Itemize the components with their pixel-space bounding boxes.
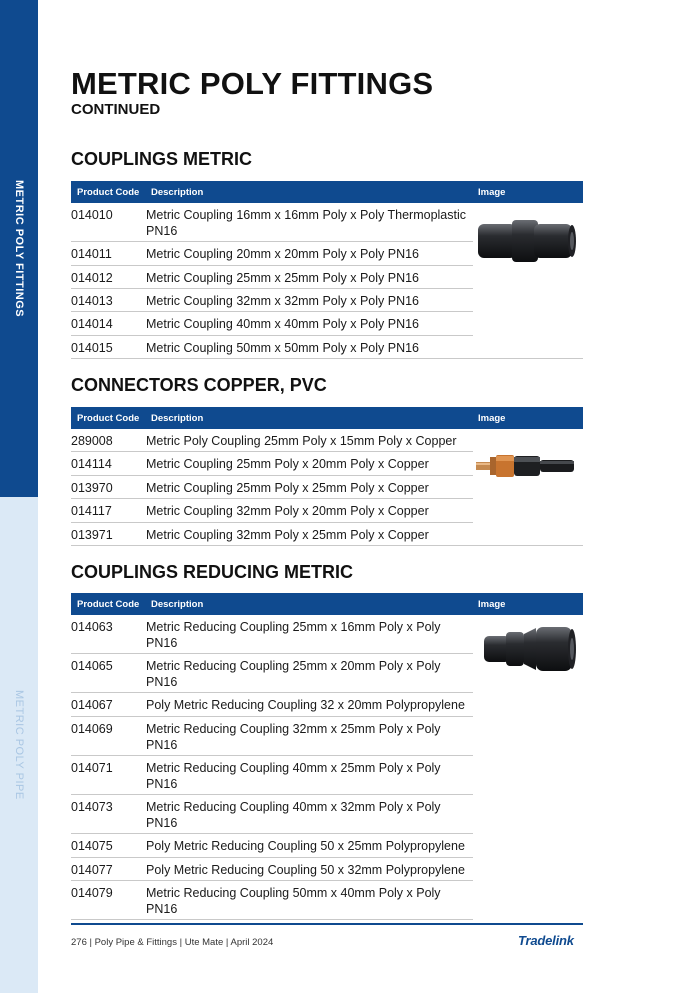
header-image: Image bbox=[478, 599, 506, 610]
table-row bbox=[71, 795, 473, 834]
product-code: 013970 bbox=[71, 480, 113, 495]
coupling-fitting-image bbox=[472, 212, 578, 275]
table-row bbox=[71, 881, 473, 920]
table-header bbox=[71, 181, 583, 203]
table-row bbox=[71, 756, 473, 795]
header-image: Image bbox=[478, 187, 506, 198]
product-code: 014077 bbox=[71, 862, 113, 877]
header-product-code: Product Code bbox=[77, 599, 140, 610]
table-row bbox=[71, 654, 473, 693]
table-row bbox=[71, 499, 473, 522]
table-row bbox=[71, 523, 473, 546]
product-description: Metric Reducing Coupling 50mm x 40mm Poly x Poly PN16 bbox=[146, 886, 441, 917]
table-header bbox=[71, 407, 583, 429]
product-code: 014013 bbox=[71, 293, 113, 308]
product-description: Metric Coupling 25mm Poly x 25mm Poly x Copper bbox=[146, 480, 429, 495]
product-description: Metric Coupling 50mm x 50mm Poly x Poly PN16 bbox=[146, 340, 420, 355]
table-divider bbox=[473, 545, 583, 546]
footer-text: 276 | Poly Pipe & Fittings | Ute Mate | April 2024 bbox=[71, 937, 274, 948]
table-row bbox=[71, 312, 473, 335]
tradelink-logo: Tradelink bbox=[518, 933, 574, 948]
page-title: METRIC POLY FITTINGS bbox=[71, 66, 434, 101]
table-row bbox=[71, 242, 473, 265]
table-row bbox=[71, 693, 473, 716]
product-code: 014012 bbox=[71, 270, 113, 285]
product-code: 014114 bbox=[71, 457, 112, 472]
product-description: Metric Reducing Coupling 40mm x 32mm Poly x Poly PN16 bbox=[146, 800, 441, 831]
product-description: Metric Reducing Coupling 25mm x 16mm Poly x Poly PN16 bbox=[146, 620, 441, 650]
section-title-connectors-copper-pvc: CONNECTORS COPPER, PVC bbox=[71, 375, 327, 395]
product-code: 014069 bbox=[71, 721, 113, 736]
header-image: Image bbox=[478, 413, 506, 424]
product-code: 014071 bbox=[71, 760, 113, 775]
table-row bbox=[71, 476, 473, 499]
table-row bbox=[71, 336, 473, 359]
product-code: 013971 bbox=[71, 527, 113, 542]
table-row bbox=[71, 203, 473, 242]
product-description: Poly Metric Reducing Coupling 50 x 32mm Polypropylene bbox=[146, 862, 465, 877]
header-description: Description bbox=[151, 599, 204, 610]
table-row bbox=[71, 452, 473, 475]
product-code: 014063 bbox=[71, 620, 113, 634]
product-description: Metric Coupling 32mm Poly x 20mm Poly x Copper bbox=[146, 504, 429, 519]
product-description: Metric Reducing Coupling 32mm x 25mm Poly x Poly PN16 bbox=[146, 721, 441, 752]
footer-divider bbox=[71, 923, 583, 925]
product-code: 014079 bbox=[71, 886, 113, 901]
reducing-coupling-image bbox=[474, 624, 580, 679]
product-code: 014011 bbox=[71, 247, 112, 262]
product-description: Metric Coupling 25mm x 25mm Poly x Poly PN16 bbox=[146, 270, 420, 285]
product-description: Metric Poly Coupling 25mm Poly x 15mm Poly x Copper bbox=[146, 434, 457, 448]
product-description: Metric Reducing Coupling 25mm x 20mm Poly x Poly PN16 bbox=[146, 659, 441, 690]
table-row bbox=[71, 429, 473, 452]
product-description: Metric Coupling 20mm x 20mm Poly x Poly PN16 bbox=[146, 247, 420, 262]
header-product-code: Product Code bbox=[77, 187, 140, 198]
product-code: 014117 bbox=[71, 504, 112, 519]
product-code: 014067 bbox=[71, 698, 113, 713]
product-code: 289008 bbox=[71, 434, 113, 448]
product-code: 014065 bbox=[71, 659, 113, 674]
product-code: 014075 bbox=[71, 839, 113, 854]
product-code: 014014 bbox=[71, 317, 113, 332]
product-description: Metric Coupling 32mm x 32mm Poly x Poly PN16 bbox=[146, 293, 420, 308]
table-row bbox=[71, 717, 473, 756]
table-row bbox=[71, 615, 473, 654]
product-code: 014010 bbox=[71, 208, 113, 222]
header-product-code: Product Code bbox=[77, 413, 140, 424]
copper-connector-image bbox=[476, 452, 578, 485]
header-description: Description bbox=[151, 413, 204, 424]
product-description: Metric Coupling 16mm x 16mm Poly x Poly Thermoplastic PN16 bbox=[146, 208, 467, 238]
product-code: 014015 bbox=[71, 340, 113, 355]
table-row bbox=[71, 289, 473, 312]
product-description: Metric Coupling 32mm Poly x 25mm Poly x Copper bbox=[146, 527, 429, 542]
product-description: Metric Coupling 25mm Poly x 20mm Poly x Copper bbox=[146, 457, 429, 472]
sidebar-label-metric-poly-pipe: METRIC POLY PIPE bbox=[13, 690, 25, 800]
table-divider bbox=[473, 358, 583, 359]
section-title-couplings-reducing-metric: COUPLINGS REDUCING METRIC bbox=[71, 562, 354, 582]
table-row bbox=[71, 834, 473, 857]
page-subtitle: CONTINUED bbox=[71, 101, 161, 118]
section-title-couplings-metric: COUPLINGS METRIC bbox=[71, 149, 253, 169]
product-description: Poly Metric Reducing Coupling 50 x 25mm Polypropylene bbox=[146, 839, 465, 854]
table-header bbox=[71, 593, 583, 615]
header-description: Description bbox=[151, 187, 204, 198]
product-description: Metric Reducing Coupling 40mm x 25mm Poly x Poly PN16 bbox=[146, 760, 441, 791]
product-description: Poly Metric Reducing Coupling 32 x 20mm Polypropylene bbox=[146, 698, 465, 713]
table-row bbox=[71, 266, 473, 289]
sidebar-label-metric-poly-fittings: METRIC POLY FITTINGS bbox=[13, 180, 25, 318]
table-row bbox=[71, 858, 473, 881]
product-description: Metric Coupling 40mm x 40mm Poly x Poly PN16 bbox=[146, 317, 420, 332]
product-code: 014073 bbox=[71, 800, 113, 815]
